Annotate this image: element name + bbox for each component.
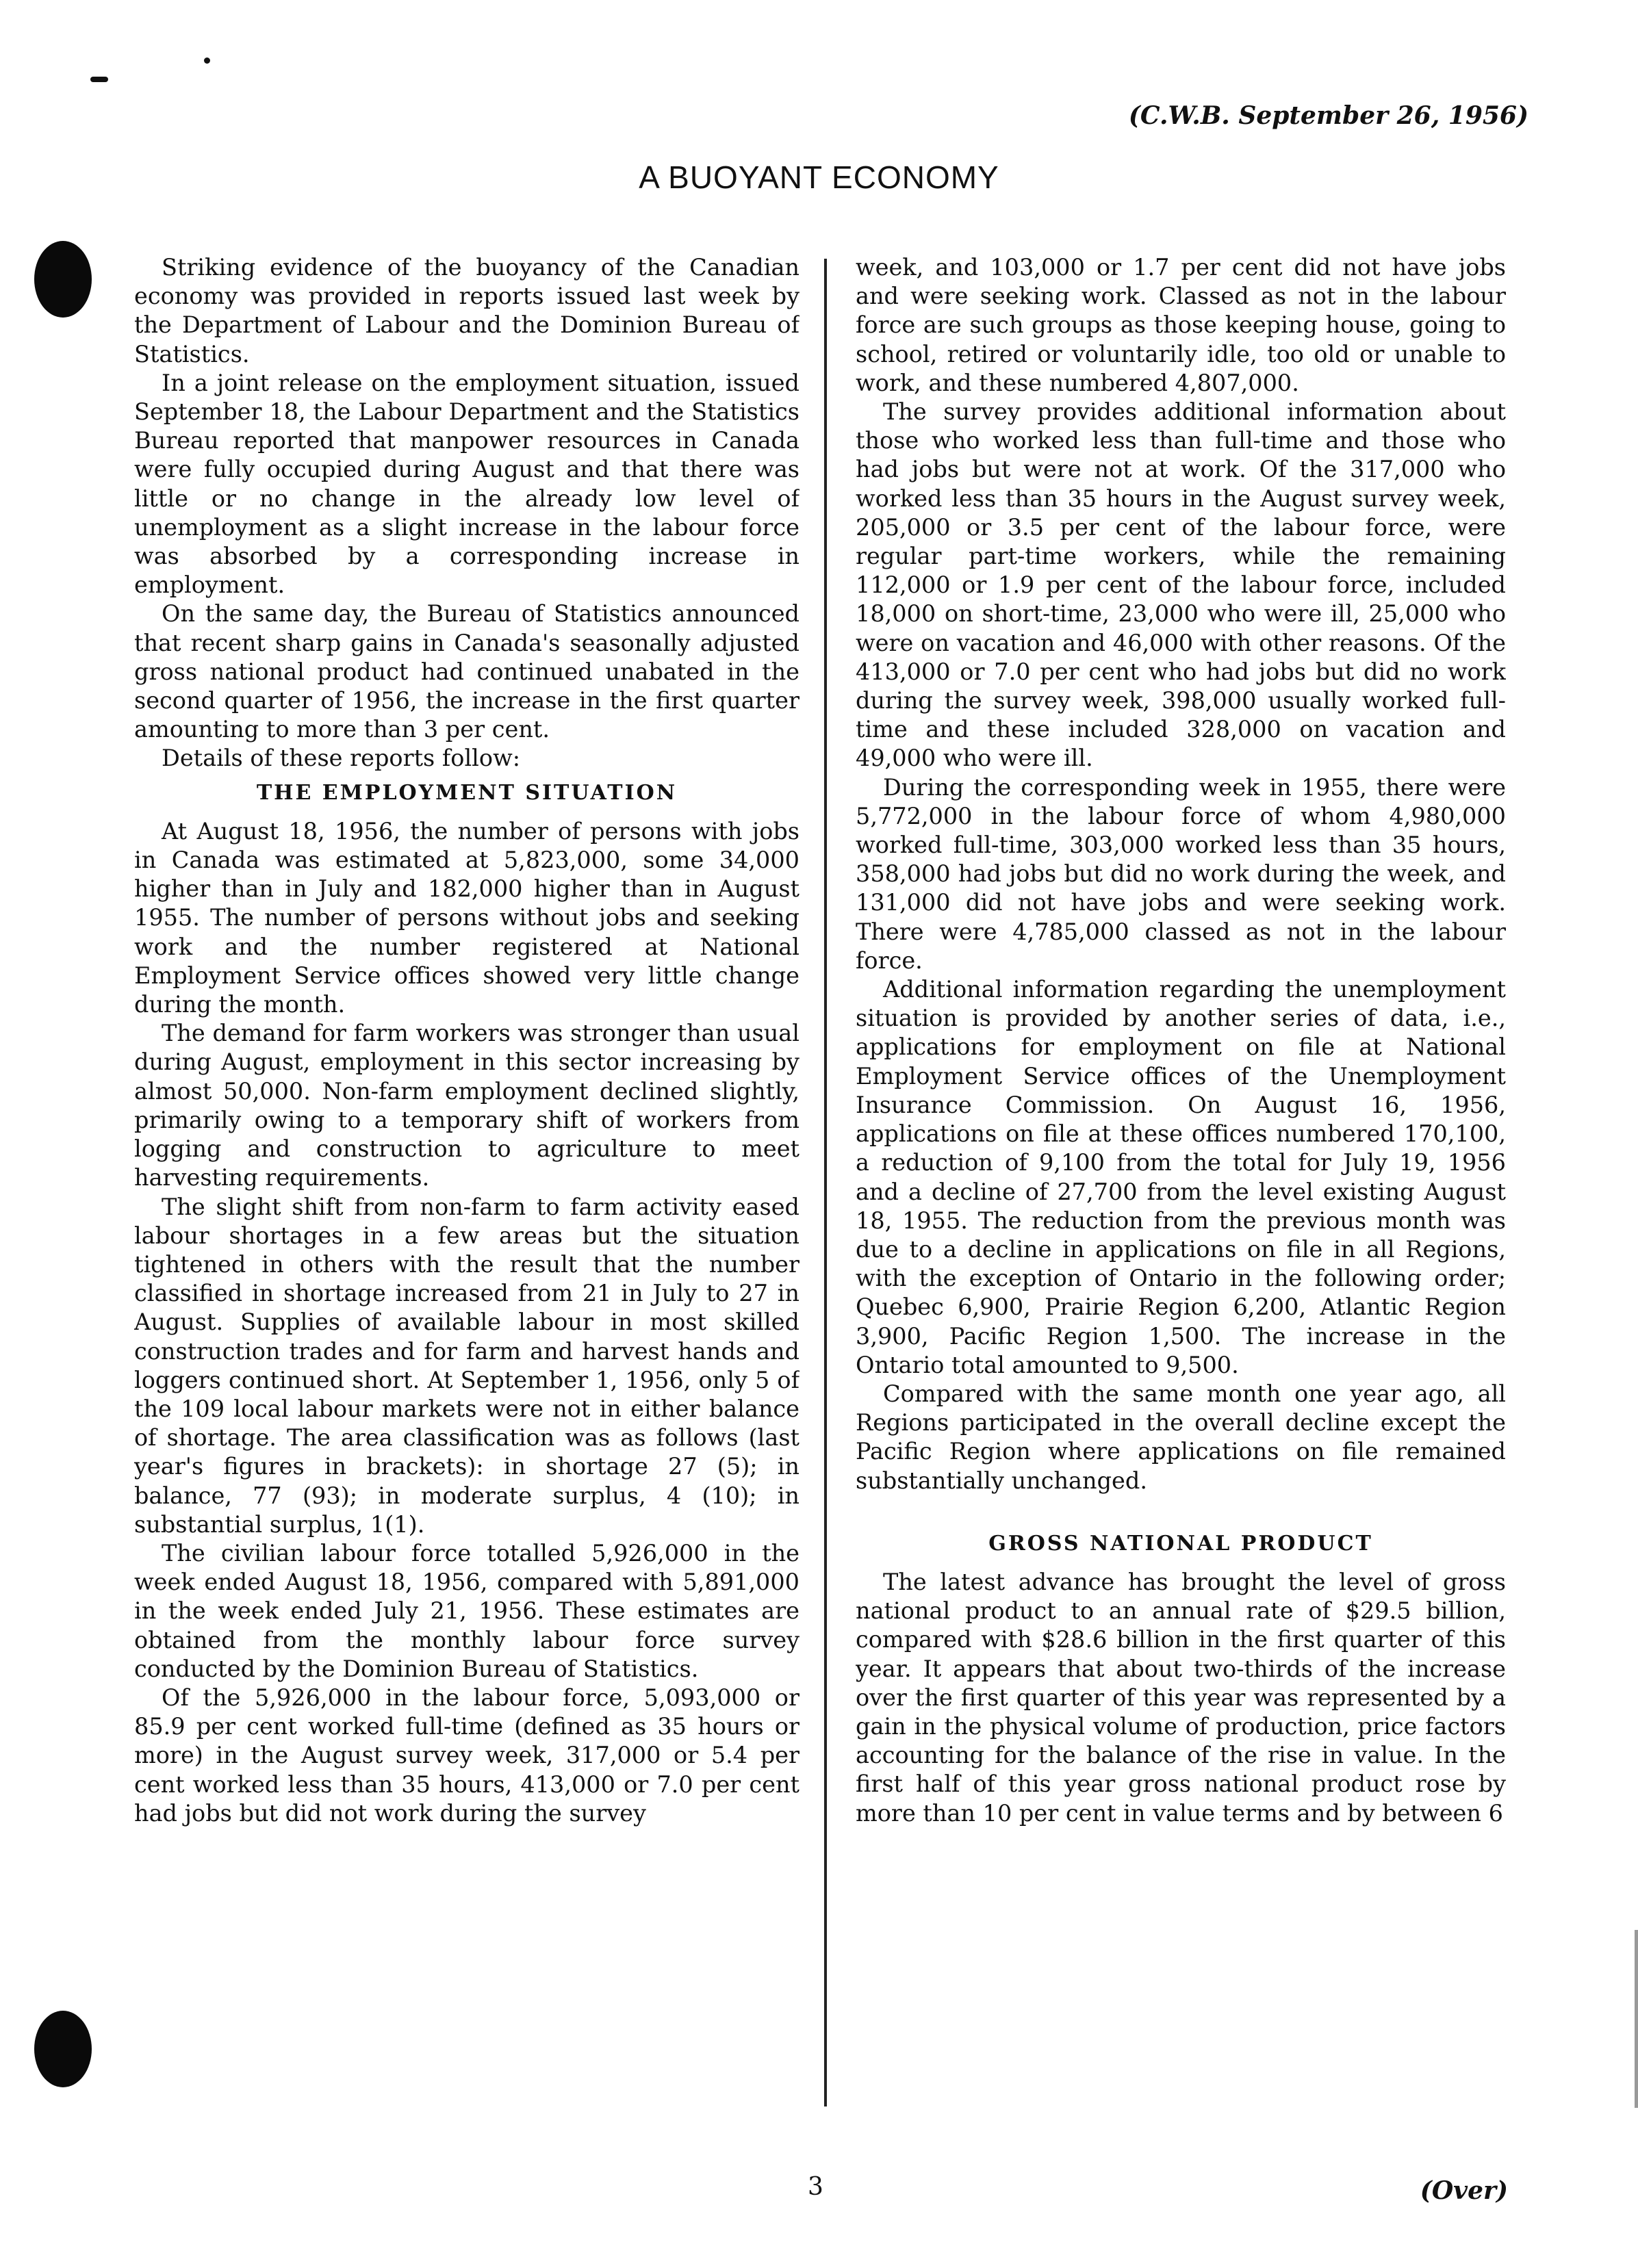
scan-speck (90, 77, 108, 82)
right-column (856, 253, 1506, 2115)
paragraph: Striking evidence of the buoyancy of the Canadian economy was provided in reports issued last week by the Department of Labour and the Dominion Bureau of Statistics. (134, 254, 799, 368)
paragraph: Details of these reports follow: (162, 745, 521, 772)
paragraph: Compared with the same month one year ago, all Regions participated in the overall decline except the Pacific Region where applications on file remained substantially unchanged. (856, 1380, 1506, 1494)
section-heading-employment: THE EMPLOYMENT SITUATION (256, 780, 678, 805)
paragraph: On the same day, the Bureau of Statistics announced that recent sharp gains in Canada's seasonally adjusted gross national product had continued unabated in the second quarter of 1956, the increase in the first quarter amounting to more than 3 per cent. (134, 600, 799, 743)
continuation-note: (Over) (1420, 2176, 1508, 2205)
paragraph: The latest advance has brought the level of gross national product to an annual rate of $29.5 billion, compared with $28.6 billion in the first quarter of this year. It appears that about two-thirds of the increase over the first quarter of this year was represented by a gain in the physical volume of production, price factors accounting for the balance of the rise in value. In the first half of this year gross national product rose by more than 10 per cent in value terms and by between 6 (856, 1568, 1506, 1827)
section-heading-gnp: GROSS NATIONAL PRODUCT (988, 1531, 1373, 1556)
paragraph: The civilian labour force totalled 5,926,000 in the week ended August 18, 1956, compared with 5,891,000 in the week ended July 21, 1956. These estimates are obtained from the monthly labour force survey conducted by the Dominion Bureau of Statistics. (134, 1539, 799, 1682)
paragraph: At August 18, 1956, the number of persons with jobs in Canada was estimated at 5,823,000, some 34,000 higher than in July and 182,000 higher than in August 1955. The number of persons without jobs and seeking work and the number registered at National Employment Service offices showed very little change during the month. (134, 817, 799, 1018)
paragraph: The demand for farm workers was stronger than usual during August, employment in this sector increasing by almost 50,000. Non-farm employment declined slightly, primarily owing to a temporary shift of workers from logging and construction to agriculture to meet harvesting requirements. (134, 1020, 799, 1191)
page-title: A BUOYANT ECONOMY (639, 159, 999, 195)
paragraph: week, and 103,000 or 1.7 per cent did not have jobs and were seeking work. Classed as not in the labour force are such groups as those keeping house, going to school, retired or voluntarily idle, too old or unable to work, and these numbered 4,807,000. (856, 254, 1506, 396)
paragraph: Additional information regarding the unemployment situation is provided by another series of data, i.e., applications for employment on file at National Employment Service offices of the Unemployment Insurance Commission. On August 16, 1956, applications on file at these offices numbered 170,100, a reduction of 9,100 from the total for July 19, 1956 and a decline of 27,700 from the level existing August 18, 1955. The reduction from the previous month was due to a decline in applications on file in all Regions, with the exception of Ontario in the following order; Quebec 6,900, Prairie Region 6,200, Atlantic Region 3,900, Pacific Region 1,500. The increase in the Ontario total amounted to 9,500. (856, 976, 1506, 1378)
left-column (134, 253, 799, 2115)
paragraph: The slight shift from non-farm to farm activity eased labour shortages in a few areas but the situation tightened in others with the result that the number classified in shortage increased from 21 in July to 27 in August. Supplies of available labour in most skilled construction trades and for farm and harvest hands and loggers continued short. At September 1, 1956, only 5 of the 109 local labour markets were not in either balance of shortage. The area classification was as follows (last year's figures in brackets): in shortage 27 (5); in balance, 77 (93); in moderate surplus, 4 (10); in substantial surplus, 1(1). (134, 1193, 799, 1538)
column-divider (824, 259, 827, 2106)
scan-edge-mark (1635, 1930, 1638, 2108)
punch-hole-top (34, 241, 92, 318)
scan-speck (204, 57, 210, 64)
paragraph: Of the 5,926,000 in the labour force, 5,093,000 or 85.9 per cent worked full-time (defined as 35 hours or more) in the August survey week, 317,000 or 5.4 per cent worked less than 35 hours, 413,000 or 7.0 per cent had jobs but did not work during the survey (134, 1684, 799, 1827)
paragraph: During the corresponding week in 1955, there were 5,772,000 in the labour force of whom 4,980,000 worked full-time, 303,000 worked less than 35 hours, 358,000 had jobs but did no work during the week, and 131,000 did not have jobs and were seeking work. There were 4,785,000 classed as not in the labour force. (856, 773, 1506, 974)
paragraph: The survey provides additional information about those who worked less than full-time and those who had jobs but were not at work. Of the 317,000 who worked less than 35 hours in the August survey week, 205,000 or 3.5 per cent of the labour force, were regular part-time workers, while the remaining 112,000 or 1.9 per cent of the labour force, included 18,000 on short-time, 23,000 who were ill, 25,000 who were on vacation and 46,000 with other reasons. Of the 413,000 or 7.0 per cent who had jobs but did no work during the survey week, 398,000 usually worked full-time and these included 328,000 on vacation and 49,000 who were ill. (856, 398, 1506, 772)
punch-hole-bottom (34, 2011, 92, 2087)
bulletin-reference: (C.W.B. September 26, 1956) (1128, 101, 1528, 130)
paragraph: In a joint release on the employment situation, issued September 18, the Labour Department and the Statistics Bureau reported that manpower resources in Canada were fully occupied during August and that there was little or no change in the already low level of unemployment as a slight increase in the labour force was absorbed by a corresponding increase in employment. (134, 369, 799, 599)
page-number: 3 (808, 2173, 823, 2201)
